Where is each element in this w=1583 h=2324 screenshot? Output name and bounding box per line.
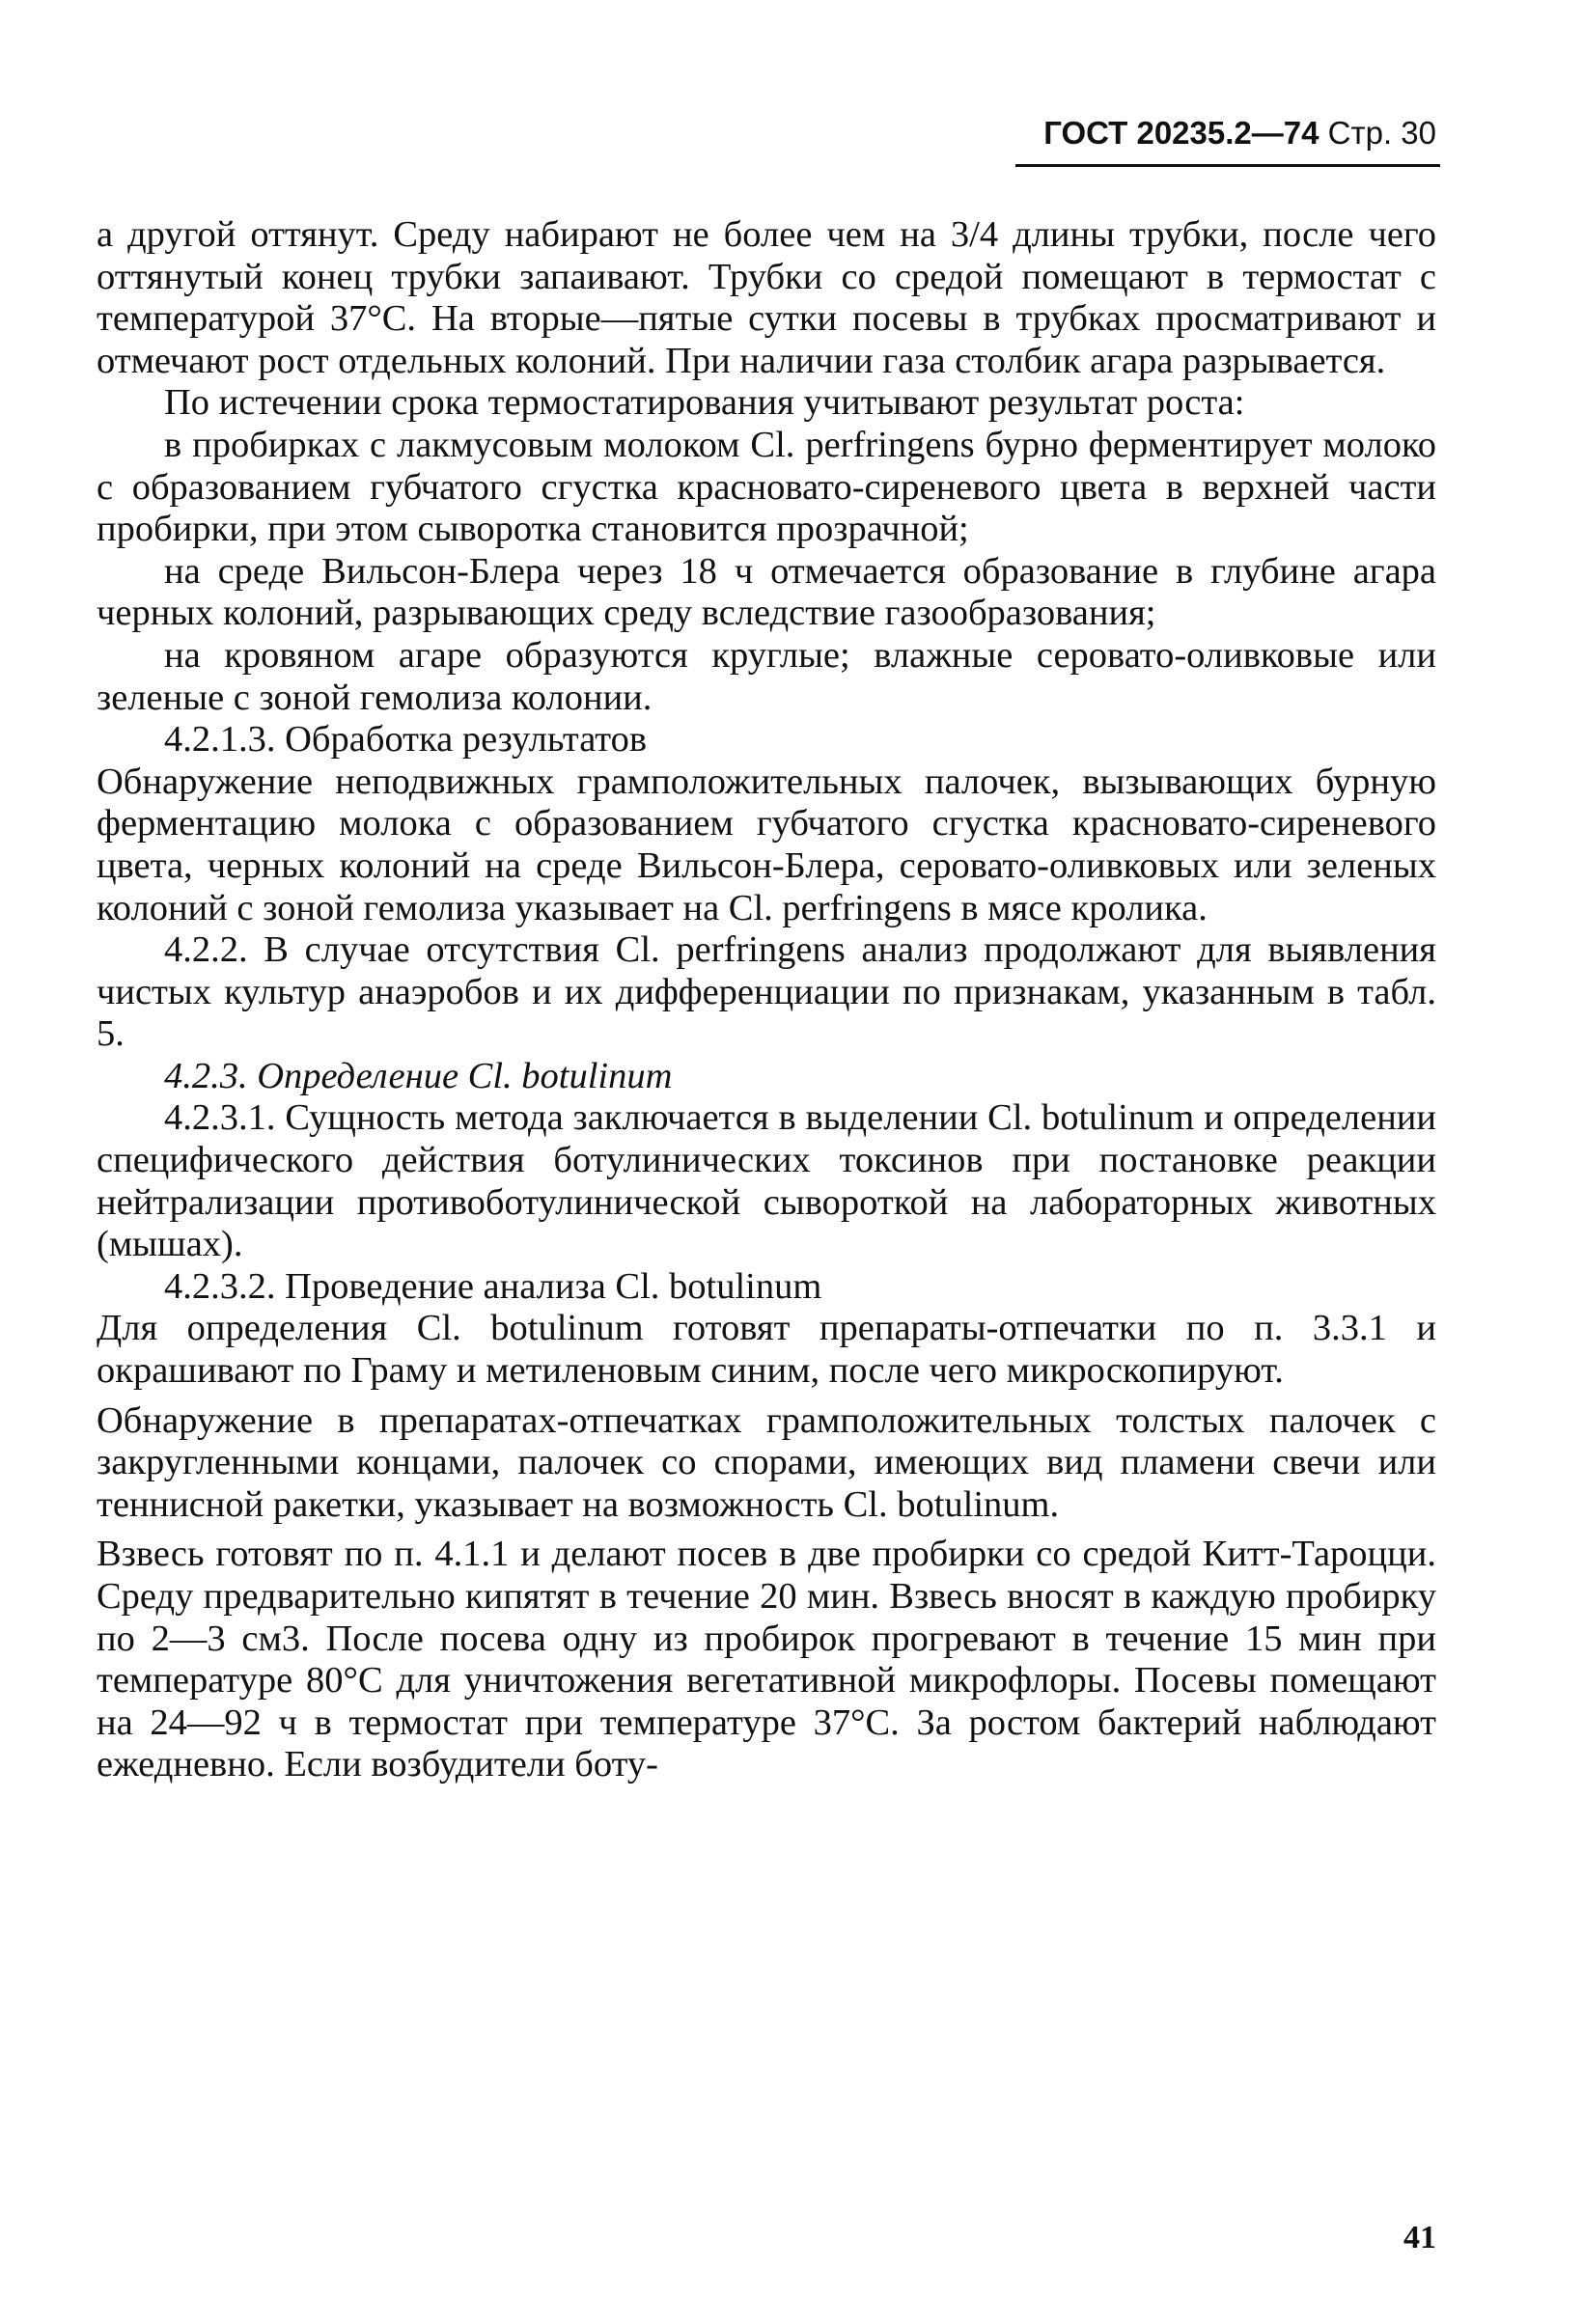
- header-rule: [1015, 164, 1440, 167]
- paragraph: на кровяном агаре образуются круглые; влажные серовато-оливковые или зеленые с зоной гемолиза колонии.: [97, 634, 1436, 718]
- paragraph: Обнаружение неподвижных грамположительных палочек, вызывающих бурную ферментацию молока с образованием губчатого сгустка красновато-сиреневого цвета, черных колоний на среде Вильсон-Блера, серовато-оливковых или зеленых колоний с зоной гемолиза указывает на Cl. perfringens в мясе кролика.: [97, 761, 1436, 928]
- section-heading: 4.2.3.2. Проведение анализа Cl. botulinum: [164, 1265, 822, 1307]
- body-text: [97, 214, 1436, 1786]
- standard-code: ГОСТ 20235.2—74: [1043, 115, 1319, 151]
- paragraph: Взвесь готовят по п. 4.1.1 и делают посев в две пробирки со средой Китт-Тароцци. Среду предварительно кипятят в течение 20 мин. Взвесь вносят в каждую пробирку по 2—3 см3. После посева одну из пробирок прогревают в течение 15 мин при температуре 80°С для уничтожения вегетативной микрофлоры. Посевы помещают на 24—92 ч в термостат при температуре 37°С. За ростом бактерий наблюдают ежедневно. Если возбудители боту-: [97, 1534, 1436, 1785]
- page-header: [1012, 114, 1436, 152]
- page-number: 41: [1403, 2220, 1436, 2255]
- section-heading: 4.2.1.3. Обработка результатов: [164, 719, 648, 761]
- paragraph: По истечении срока термостатирования учитывают результат роста:: [164, 382, 1245, 424]
- paragraph: на среде Вильсон-Блера через 18 ч отмечается образование в глубине агара черных колоний, разрывающих среду вследствие газообразования;: [97, 550, 1436, 634]
- paragraph: а другой оттянут. Среду набирают не более чем на 3/4 длины трубки, после чего оттянутый конец трубки запаивают. Трубки со средой помещают в термостат с температурой 37°С. На вторые—пятые сутки посевы в трубках просматривают и отмечают рост отдельных колоний. При наличии газа столбик агара разрывается.: [97, 214, 1436, 381]
- paragraph: в пробирках с лакмусовым молоком Cl. perfringens бурно ферментирует молоко с образованием губчатого сгустка красновато-сиреневого цвета в верхней части пробирки, при этом сыворотка становится прозрачной;: [97, 424, 1436, 550]
- paragraph: Для определения Cl. botulinum готовят препараты-отпечатки по п. 3.3.1 и окрашивают по Граму и метиленовым синим, после чего микроскопируют.: [97, 1308, 1436, 1392]
- section-heading: 4.2.3. Определение Cl. botulinum: [164, 1055, 673, 1096]
- paragraph: 4.2.2. В случае отсутствия Cl. perfringens анализ продолжают для выявления чистых культур анаэробов и их дифференциации по признакам, указанным в табл. 5.: [97, 929, 1436, 1055]
- paragraph: 4.2.3.1. Сущность метода заключается в выделении Cl. botulinum и определении специфического действия ботулинических токсинов при постановке реакции нейтрализации противоботулинической сывороткой на лабораторных животных (мышах).: [97, 1097, 1436, 1265]
- paragraph: Обнаружение в препаратах-отпечатках грамположительных толстых палочек с закругленными концами, палочек со спорами, имеющих вид пламени свечи или теннисной ракетки, указывает на возможность Cl. botulinum.: [97, 1399, 1436, 1525]
- page-label: Стр. 30: [1327, 115, 1436, 151]
